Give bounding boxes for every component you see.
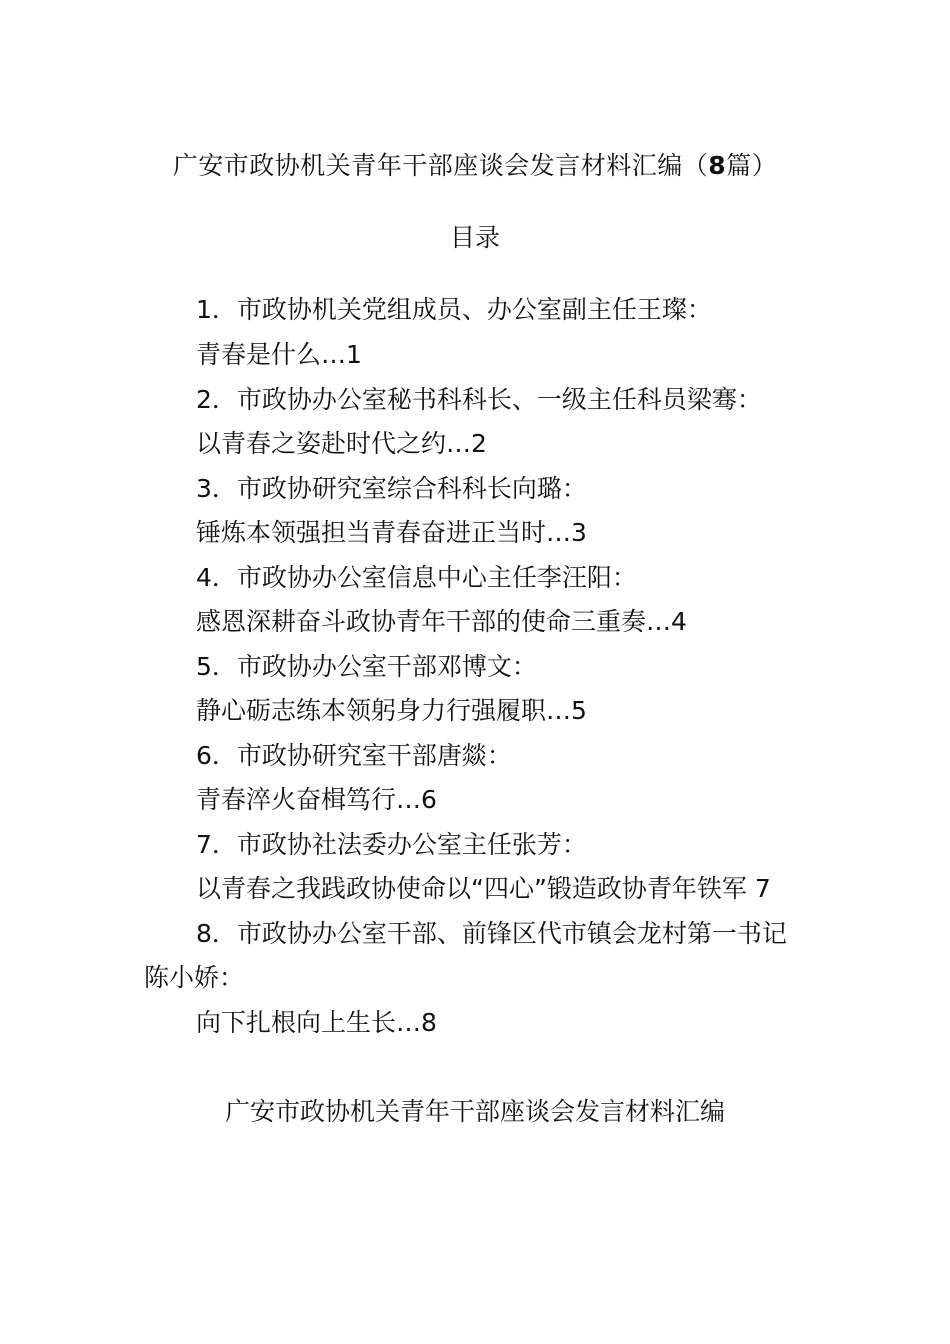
toc-item-7-topic[interactable]: 以青春之我践政协使命以“四心”锻造政协青年铁军 7 [196, 874, 771, 903]
toc-item-4-speaker[interactable]: 4．市政协办公室信息中心主任李汪阳： [196, 563, 637, 592]
title-count: 8 [708, 151, 727, 180]
toc-item-3-speaker[interactable]: 3．市政协研究室综合科科长向璐： [196, 474, 587, 503]
section-title: 广安市政协机关青年干部座谈会发言材料汇编 [224, 1097, 725, 1126]
toc-item-7-speaker[interactable]: 7．市政协社法委办公室主任张芳： [196, 830, 587, 859]
toc-item-1-speaker[interactable]: 1．市政协机关党组成员、办公室副主任王璨： [196, 295, 712, 324]
toc-item-3-topic[interactable]: 锤炼本领强担当青春奋进正当时…3 [196, 518, 587, 547]
document-title [0, 146, 950, 186]
toc-item-5-topic[interactable]: 静心砺志练本领躬身力行强履职…5 [196, 696, 587, 725]
toc-item-8-speaker-cont[interactable]: 陈小娇： [144, 963, 245, 992]
toc-heading: 目录 [449, 223, 500, 252]
toc-item-5-speaker[interactable]: 5．市政协办公室干部邓博文： [196, 652, 537, 681]
toc-item-6-topic[interactable]: 青春淬火奋楫笃行…6 [196, 785, 437, 814]
toc-item-1-topic[interactable]: 青春是什么…1 [196, 340, 362, 369]
toc-item-2-speaker[interactable]: 2．市政协办公室秘书科科长、一级主任科员梁骞： [196, 385, 762, 414]
toc-item-8-topic[interactable]: 向下扎根向上生长…8 [196, 1008, 437, 1037]
toc-item-8-speaker[interactable]: 8．市政协办公室干部、前锋区代市镇会龙村第一书记 [196, 919, 787, 948]
toc-item-6-speaker[interactable]: 6．市政协研究室干部唐燚： [196, 741, 512, 770]
title-main: 广安市政协机关青年干部座谈会发言材料汇编（ [172, 151, 709, 180]
toc-item-2-topic[interactable]: 以青春之姿赴时代之约…2 [196, 429, 487, 458]
title-tail: 篇） [726, 151, 778, 180]
toc-item-4-topic[interactable]: 感恩深耕奋斗政协青年干部的使命三重奏…4 [196, 607, 687, 636]
